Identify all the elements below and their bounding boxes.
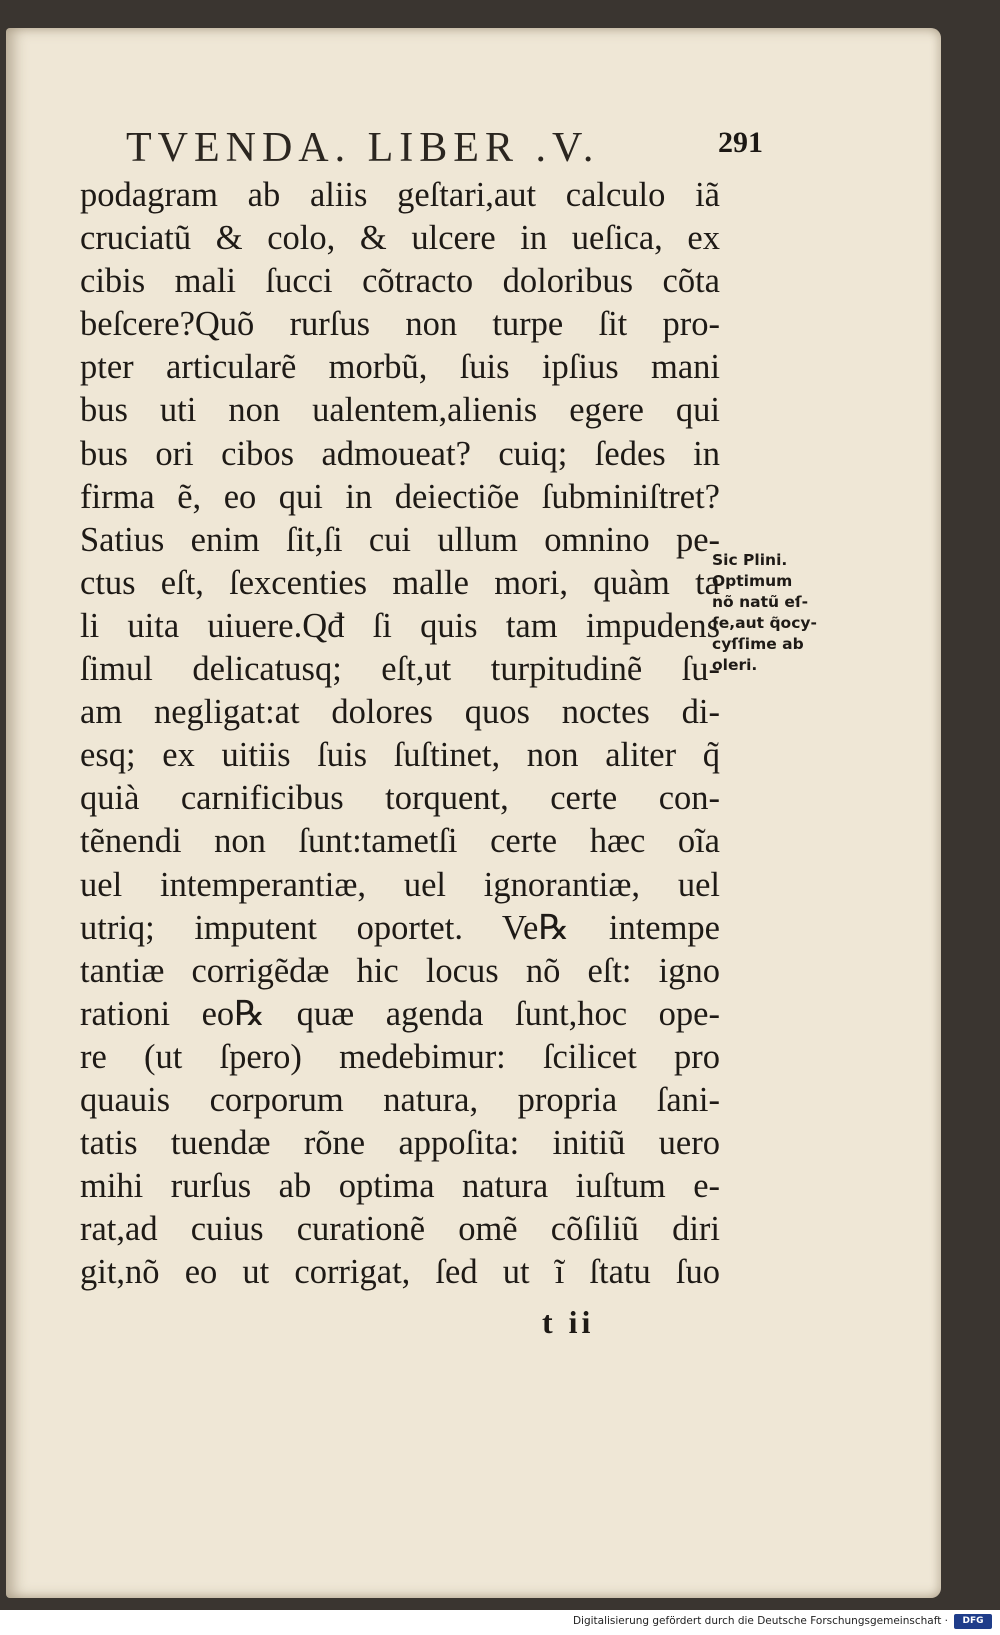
margin-note-line: cyſſime ab [712,635,804,653]
margin-note [712,550,852,676]
text-line: li uita uiuere.Qđ ſi quis tam impudens [80,606,720,645]
text-line: tẽnendi non ſunt:tametſi certe hæc oĩa [80,822,720,861]
text-line: bus uti non ualentem,alienis egere qui [80,391,720,430]
text-line: bus ori cibos admoueat? cuiq; ſedes in [80,434,720,473]
text-line: tantiæ corrigẽdæ hic locus nõ eſt: igno [80,951,720,990]
text-line: pter articularẽ morbũ, ſuis ipſius mani [80,348,720,387]
margin-note-line: ſe,aut q̃ocy‑ [712,614,817,632]
margin-note-line: nõ natũ eſ‑ [712,593,809,611]
text-line: cruciatũ & colo, & ulcere in ueſica, ex [80,219,720,258]
margin-note-line: Optimum [712,572,793,590]
text-line: cibis mali ſucci cõtracto doloribus cõta [80,262,720,301]
text-line: ſimul delicatusq; eſt,ut turpitudinẽ ſu‑ [80,650,720,689]
catchword: t ii [542,1304,595,1340]
text-line: uel intemperantiæ, uel ignorantiæ, uel [80,865,720,904]
text-line: beſcere?Quõ rurſus non turpe ſit pro‑ [80,305,720,344]
running-head: TVENDA. LIBER .V. [126,125,600,171]
text-line: re (ut ſpero) medebimur: ſcilicet pro [80,1037,720,1076]
digitization-footer [0,1610,1000,1635]
text-line: quià carnificibus torquent, certe con‑ [80,779,720,818]
text-line: utriq; imputent oportet. Ve℞ intempe [80,908,720,947]
text-line: Satius enim ſit,ſi cui ullum omnino pe‑ [80,520,720,559]
text-line: rat,ad cuius curationẽ omẽ cõſiliũ diri [80,1210,720,1249]
text-line: mihi rurſus ab optima natura iuſtum e‑ [80,1167,720,1206]
text-line: tatis tuendæ rõne appoſita: initiũ uero [80,1124,720,1163]
text-line: ctus eſt, ſexcenties malle mori, quàm ta [80,563,720,602]
funding-credit: Digitalisierung gefördert durch die Deutsche Forschungsgemeinschaft · [572,1615,948,1627]
page-number: 291 [718,126,763,159]
text-line: rationi eo℞ quæ agenda ſunt,hoc ope‑ [80,994,720,1033]
text-line: am negligat:at dolores quos noctes di‑ [80,693,720,732]
body-text [80,174,720,1294]
margin-note-line: oleri. [712,656,758,674]
text-line: git,nõ eo ut corrigat, ſed ut ĩ ſtatu ſuo [80,1253,720,1292]
text-line: esq; ex uitiis ſuis ſuſtinet, non aliter q̃ [80,736,720,775]
book-page [6,28,941,1598]
dfg-logo: DFG [954,1614,992,1629]
margin-note-line: Sic Plini. [712,551,788,569]
text-line: podagram ab aliis geſtari,aut calculo iã [80,176,720,214]
text-line: quauis corporum natura, propria ſani‑ [80,1080,720,1119]
text-line: firma ẽ, eo qui in deiectiõe ſubminiſtret? [80,477,720,516]
